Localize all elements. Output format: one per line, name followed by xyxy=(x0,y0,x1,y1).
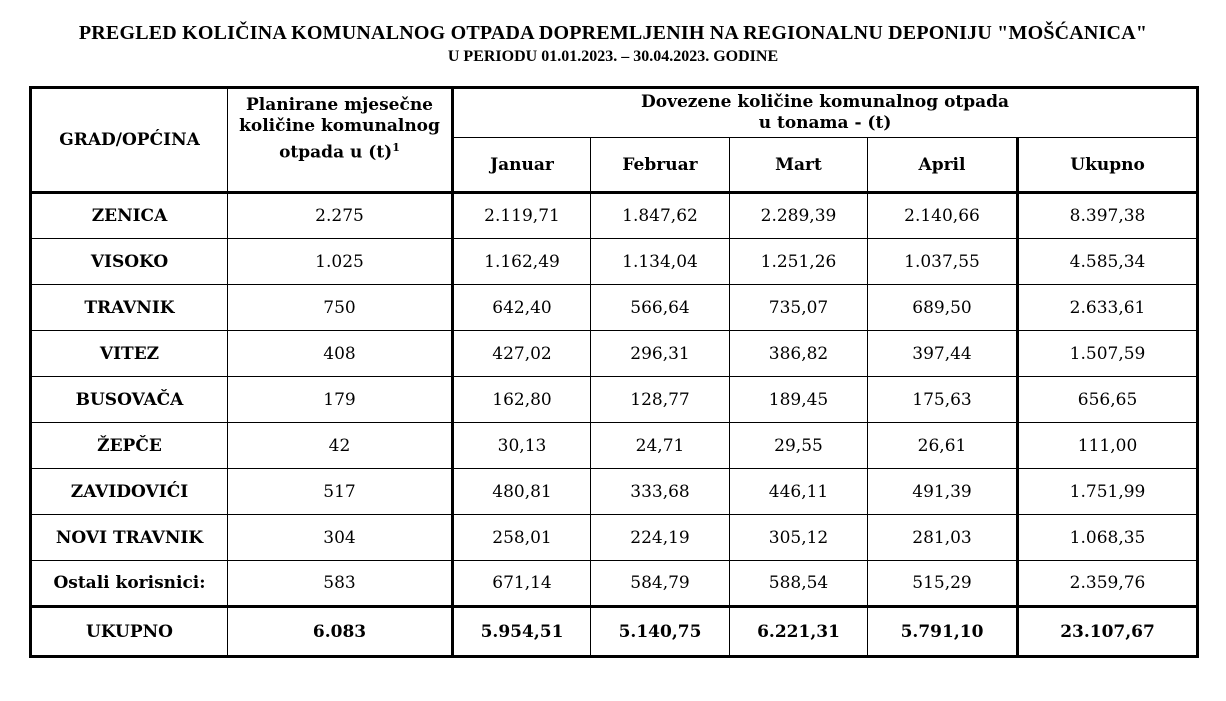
cell-feb: 128,77 xyxy=(591,377,730,423)
table-row xyxy=(31,423,1198,469)
cell-mar: 6.221,31 xyxy=(730,607,868,657)
header-planned-line2: količine komunalnog xyxy=(239,116,440,136)
table-row xyxy=(31,193,1198,239)
cell-mar: 735,07 xyxy=(730,285,868,331)
header-month-feb: Februar xyxy=(591,138,730,193)
cell-apr: 175,63 xyxy=(868,377,1018,423)
cell-total: 23.107,67 xyxy=(1018,607,1198,657)
cell-jan: 258,01 xyxy=(453,515,591,561)
header-delivered-line1: Dovezene količine komunalnog otpada xyxy=(640,92,1010,112)
cell-feb: 1.134,04 xyxy=(591,239,730,285)
cell-city: UKUPNO xyxy=(31,607,228,657)
cell-total: 1.068,35 xyxy=(1018,515,1198,561)
cell-planned: 583 xyxy=(228,561,453,607)
cell-mar: 446,11 xyxy=(730,469,868,515)
cell-apr: 5.791,10 xyxy=(868,607,1018,657)
cell-city: Ostali korisnici: xyxy=(31,561,228,607)
cell-mar: 2.289,39 xyxy=(730,193,868,239)
cell-city: TRAVNIK xyxy=(31,285,228,331)
cell-mar: 588,54 xyxy=(730,561,868,607)
footnote-marker: 1 xyxy=(392,141,400,154)
cell-planned: 42 xyxy=(228,423,453,469)
cell-city: VITEZ xyxy=(31,331,228,377)
cell-feb: 5.140,75 xyxy=(591,607,730,657)
table-row xyxy=(31,515,1198,561)
table-row xyxy=(31,469,1198,515)
cell-city: VISOKO xyxy=(31,239,228,285)
cell-planned: 1.025 xyxy=(228,239,453,285)
totals-row xyxy=(31,607,1198,657)
header-planned-line3: otpada u (t) xyxy=(279,142,393,163)
cell-jan: 642,40 xyxy=(453,285,591,331)
cell-apr: 689,50 xyxy=(868,285,1018,331)
cell-mar: 386,82 xyxy=(730,331,868,377)
cell-planned: 304 xyxy=(228,515,453,561)
table-row xyxy=(31,561,1198,607)
cell-feb: 296,31 xyxy=(591,331,730,377)
document-subtitle: U PERIODU 01.01.2023. – 30.04.2023. GODINE xyxy=(447,48,779,65)
cell-city: ZENICA xyxy=(31,193,228,239)
cell-jan: 2.119,71 xyxy=(453,193,591,239)
cell-mar: 1.251,26 xyxy=(730,239,868,285)
cell-city: NOVI TRAVNIK xyxy=(31,515,228,561)
header-delivered xyxy=(453,88,1198,138)
cell-city: BUSOVAČA xyxy=(31,377,228,423)
cell-feb: 24,71 xyxy=(591,423,730,469)
cell-feb: 333,68 xyxy=(591,469,730,515)
cell-mar: 189,45 xyxy=(730,377,868,423)
header-city: GRAD/OPĆINA xyxy=(31,88,228,193)
cell-planned: 2.275 xyxy=(228,193,453,239)
document-title: PREGLED KOLIČINA KOMUNALNOG OTPADA DOPREMLJENIH NA REGIONALNU DEPONIJU "MOŠĆANICA" xyxy=(78,22,1148,44)
cell-mar: 305,12 xyxy=(730,515,868,561)
table-row xyxy=(31,285,1198,331)
table-row xyxy=(31,377,1198,423)
cell-apr: 515,29 xyxy=(868,561,1018,607)
cell-total: 8.397,38 xyxy=(1018,193,1198,239)
cell-apr: 1.037,55 xyxy=(868,239,1018,285)
header-planned-line1: Planirane mjesečne xyxy=(245,95,433,115)
waste-table xyxy=(29,86,1199,658)
cell-planned: 517 xyxy=(228,469,453,515)
cell-jan: 30,13 xyxy=(453,423,591,469)
cell-total: 1.751,99 xyxy=(1018,469,1198,515)
cell-city: ZAVIDOVIĆI xyxy=(31,469,228,515)
cell-jan: 427,02 xyxy=(453,331,591,377)
table-row xyxy=(31,239,1198,285)
cell-city: ŽEPČE xyxy=(31,423,228,469)
cell-total: 111,00 xyxy=(1018,423,1198,469)
cell-feb: 224,19 xyxy=(591,515,730,561)
cell-total: 2.359,76 xyxy=(1018,561,1198,607)
cell-jan: 5.954,51 xyxy=(453,607,591,657)
cell-apr: 2.140,66 xyxy=(868,193,1018,239)
cell-apr: 491,39 xyxy=(868,469,1018,515)
header-month-jan: Januar xyxy=(453,138,591,193)
cell-feb: 566,64 xyxy=(591,285,730,331)
cell-planned: 750 xyxy=(228,285,453,331)
header-delivered-line2: u tonama - (t) xyxy=(758,113,892,133)
header-planned xyxy=(228,88,453,193)
cell-total: 1.507,59 xyxy=(1018,331,1198,377)
cell-jan: 1.162,49 xyxy=(453,239,591,285)
cell-total: 656,65 xyxy=(1018,377,1198,423)
cell-jan: 162,80 xyxy=(453,377,591,423)
cell-total: 2.633,61 xyxy=(1018,285,1198,331)
cell-jan: 671,14 xyxy=(453,561,591,607)
cell-mar: 29,55 xyxy=(730,423,868,469)
cell-planned: 6.083 xyxy=(228,607,453,657)
cell-jan: 480,81 xyxy=(453,469,591,515)
cell-total: 4.585,34 xyxy=(1018,239,1198,285)
header-month-apr: April xyxy=(868,138,1018,193)
header-total: Ukupno xyxy=(1018,138,1198,193)
header-month-mar: Mart xyxy=(730,138,868,193)
cell-apr: 281,03 xyxy=(868,515,1018,561)
table-row xyxy=(31,331,1198,377)
cell-apr: 397,44 xyxy=(868,331,1018,377)
cell-planned: 408 xyxy=(228,331,453,377)
cell-planned: 179 xyxy=(228,377,453,423)
cell-feb: 1.847,62 xyxy=(591,193,730,239)
cell-feb: 584,79 xyxy=(591,561,730,607)
cell-apr: 26,61 xyxy=(868,423,1018,469)
